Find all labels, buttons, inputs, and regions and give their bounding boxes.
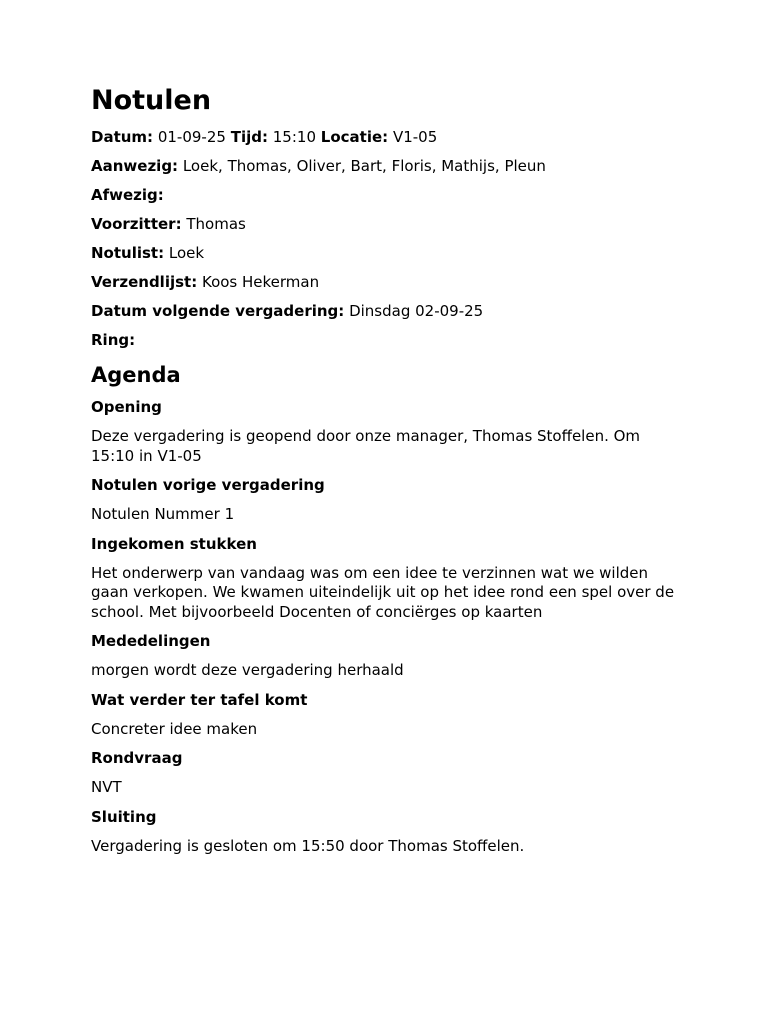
agenda-item-text: Notulen Nummer 1 <box>91 505 235 523</box>
locatie-label: Locatie: <box>320 128 389 146</box>
agenda-item-mededelingen <box>91 632 677 681</box>
volgende-vergadering-value: Dinsdag 02-09-25 <box>349 302 484 320</box>
tijd-label: Tijd: <box>230 128 268 146</box>
page-title: Notulen <box>91 85 212 116</box>
meta-datum-line <box>91 128 677 147</box>
agenda-item-heading: Notulen vorige vergadering <box>91 476 325 494</box>
agenda-item-heading: Rondvraag <box>91 749 183 767</box>
meta-verzendlijst-line <box>91 273 677 292</box>
voorzitter-value: Thomas <box>186 215 246 233</box>
ring-label: Ring: <box>91 331 136 349</box>
verzendlijst-label: Verzendlijst: <box>91 273 198 291</box>
meta-afwezig-line <box>91 186 677 205</box>
agenda-item-text: Vergadering is gesloten om 15:50 door Thomas Stoffelen. <box>91 836 525 855</box>
meta-notulist-line <box>91 244 677 263</box>
notulist-label: Notulist: <box>91 244 165 262</box>
meta-aanwezig-line <box>91 157 677 176</box>
aanwezig-value: Loek, Thomas, Oliver, Bart, Floris, Mathijs, Pleun <box>182 157 546 175</box>
afwezig-label: Afwezig: <box>91 186 164 204</box>
aanwezig-label: Aanwezig: <box>91 157 179 175</box>
agenda-item-heading: Opening <box>91 398 162 416</box>
tijd-value: 15:10 <box>272 128 316 146</box>
agenda-item-heading: Wat verder ter tafel komt <box>91 690 308 709</box>
meta-voorzitter-line <box>91 215 677 234</box>
agenda-item-rondvraag <box>91 749 677 798</box>
locatie-value: V1-05 <box>392 128 438 146</box>
datum-value: 01-09-25 <box>157 128 226 146</box>
agenda-item-text: NVT <box>91 778 122 796</box>
verzendlijst-value: Koos Hekerman <box>201 273 320 291</box>
agenda-item-text: Het onderwerp van vandaag was om een idee te verzinnen wat we wilden gaan verkopen. We kwamen uiteindelijk uit op het idee rond een spel over de school. Met bijvoorbeeld Docenten of conciërges op kaarten <box>91 563 675 621</box>
agenda-item-text: Deze vergadering is geopend door onze manager, Thomas Stoffelen. Om 15:10 in V1-05 <box>91 427 641 465</box>
agenda-item-wat-verder <box>91 691 677 740</box>
volgende-vergadering-label: Datum volgende vergadering: <box>91 302 345 320</box>
meta-volgende-line <box>91 302 677 321</box>
agenda-item-text: morgen wordt deze vergadering herhaald <box>91 661 404 679</box>
agenda-item-heading: Sluiting <box>91 807 157 826</box>
voorzitter-label: Voorzitter: <box>91 215 182 233</box>
agenda-item-heading: Mededelingen <box>91 632 211 650</box>
meta-ring-line <box>91 331 677 350</box>
agenda-item-ingekomen-stukken <box>91 535 677 623</box>
agenda-item-sluiting <box>91 808 677 857</box>
agenda-item-opening <box>91 398 677 466</box>
datum-label: Datum: <box>91 128 154 146</box>
agenda-item-text: Concreter idee maken <box>91 719 258 738</box>
agenda-item-heading: Ingekomen stukken <box>91 534 257 553</box>
agenda-item-notulen-vorige <box>91 476 677 525</box>
notulist-value: Loek <box>168 244 205 262</box>
agenda-heading: Agenda <box>91 363 181 387</box>
